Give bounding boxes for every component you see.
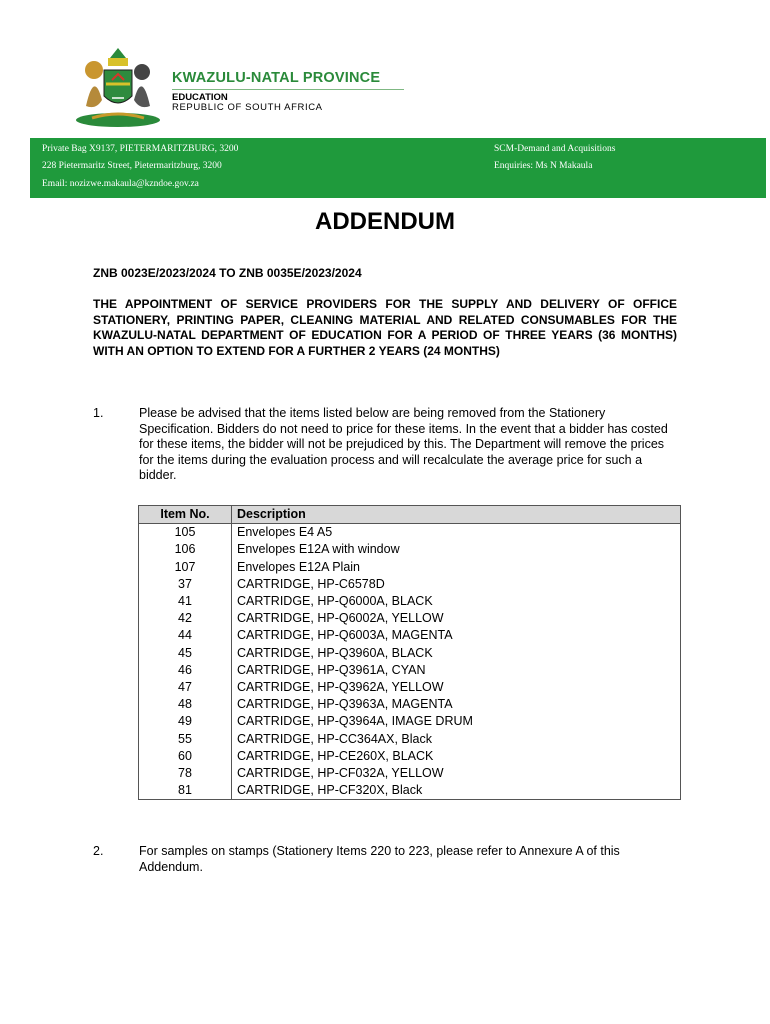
description-cell: CARTRIDGE, HP-Q3960A, BLACK xyxy=(232,645,681,662)
republic-name: REPUBLIC OF SOUTH AFRICA xyxy=(172,102,323,113)
table-row xyxy=(139,576,681,593)
paragraph-2-number: 2. xyxy=(93,844,104,858)
item-no-cell: 78 xyxy=(139,765,232,782)
description-cell: Envelopes E4 A5 xyxy=(232,524,681,542)
table-row xyxy=(139,730,681,747)
table-header-row xyxy=(139,506,681,524)
description-cell: Envelopes E12A Plain xyxy=(232,559,681,576)
table-row xyxy=(139,541,681,558)
table-row xyxy=(139,765,681,782)
table-row xyxy=(139,748,681,765)
description-cell: CARTRIDGE, HP-CF032A, YELLOW xyxy=(232,765,681,782)
description-cell: CARTRIDGE, HP-CE260X, BLACK xyxy=(232,748,681,765)
item-no-cell: 47 xyxy=(139,679,232,696)
item-no-cell: 41 xyxy=(139,593,232,610)
document-title: ADDENDUM xyxy=(315,208,455,235)
description-cell: CARTRIDGE, HP-Q3963A, MAGENTA xyxy=(232,696,681,713)
header-description: Description xyxy=(232,506,681,524)
item-no-cell: 106 xyxy=(139,541,232,558)
table-row xyxy=(139,524,681,542)
table-row xyxy=(139,559,681,576)
item-no-cell: 37 xyxy=(139,576,232,593)
item-no-cell: 60 xyxy=(139,748,232,765)
item-no-cell: 44 xyxy=(139,627,232,644)
coat-of-arms-icon xyxy=(72,40,164,132)
department-name: EDUCATION xyxy=(172,92,228,103)
description-cell: CARTRIDGE, HP-Q6002A, YELLOW xyxy=(232,610,681,627)
header-item-no: Item No. xyxy=(139,506,232,524)
description-cell: CARTRIDGE, HP-CF320X, Black xyxy=(232,782,681,800)
tender-reference: ZNB 0023E/2023/2024 TO ZNB 0035E/2023/2024 xyxy=(93,266,362,280)
description-cell: CARTRIDGE, HP-Q3962A, YELLOW xyxy=(232,679,681,696)
title-divider xyxy=(172,89,404,90)
item-no-cell: 55 xyxy=(139,730,232,747)
paragraph-1-number: 1. xyxy=(93,406,104,420)
table-row xyxy=(139,593,681,610)
item-no-cell: 45 xyxy=(139,645,232,662)
table-row xyxy=(139,610,681,627)
email-address: Email: nozizwe.makaula@kzndoe.gov.za xyxy=(42,179,199,189)
description-cell: Envelopes E12A with window xyxy=(232,541,681,558)
table-row xyxy=(139,713,681,730)
item-no-cell: 49 xyxy=(139,713,232,730)
description-cell: CARTRIDGE, HP-Q3961A, CYAN xyxy=(232,662,681,679)
description-cell: CARTRIDGE, HP-Q6000A, BLACK xyxy=(232,593,681,610)
table-row xyxy=(139,696,681,713)
province-name: KWAZULU-NATAL PROVINCE xyxy=(172,70,381,86)
postal-address: Private Bag X9137, PIETERMARITZBURG, 3200 xyxy=(42,144,239,154)
tender-subject: THE APPOINTMENT OF SERVICE PROVIDERS FOR THE SUPPLY AND DELIVERY OF OFFICE STATIONERY, PRINTING PAPER, CLEANING MATERIAL AND RELATED CONSUMABLES FOR THE KWAZULU-NATAL DEPARTMENT OF EDUCATION FOR A PERIOD OF THREE YEARS (36 MONTHS) WITH AN OPTION TO EXTEND FOR A FURTHER 2 YEARS (24 MONTHS) xyxy=(93,297,677,358)
removed-items-table xyxy=(138,505,681,800)
street-address: 228 Pietermaritz Street, Pietermaritzburg, 3200 xyxy=(42,161,222,171)
paragraph-1-text: Please be advised that the items listed below are being removed from the Stationery Specification. Bidders do not need to price for these items. In the event that a bidder has costed for these items, the bidder will not be prejudiced by this. The Department will remove the prices for the items during the evaluation process and will recalculate the average price for such a bidder. xyxy=(139,406,668,482)
paragraph-2-text: For samples on stamps (Stationery Items 220 to 223, please refer to Annexure A of this Addendum. xyxy=(139,844,620,874)
description-cell: CARTRIDGE, HP-Q6003A, MAGENTA xyxy=(232,627,681,644)
item-no-cell: 46 xyxy=(139,662,232,679)
table-row xyxy=(139,627,681,644)
enquiries-contact: Enquiries: Ms N Makaula xyxy=(494,161,593,171)
table-row xyxy=(139,662,681,679)
item-no-cell: 105 xyxy=(139,524,232,542)
unit-name: SCM-Demand and Acquisitions xyxy=(494,144,616,154)
description-cell: CARTRIDGE, HP-Q3964A, IMAGE DRUM xyxy=(232,713,681,730)
item-no-cell: 42 xyxy=(139,610,232,627)
table-row xyxy=(139,645,681,662)
item-no-cell: 81 xyxy=(139,782,232,800)
table-row xyxy=(139,679,681,696)
description-cell: CARTRIDGE, HP-C6578D xyxy=(232,576,681,593)
table-row xyxy=(139,782,681,800)
contact-band xyxy=(30,138,766,198)
item-no-cell: 107 xyxy=(139,559,232,576)
item-no-cell: 48 xyxy=(139,696,232,713)
description-cell: CARTRIDGE, HP-CC364AX, Black xyxy=(232,730,681,747)
